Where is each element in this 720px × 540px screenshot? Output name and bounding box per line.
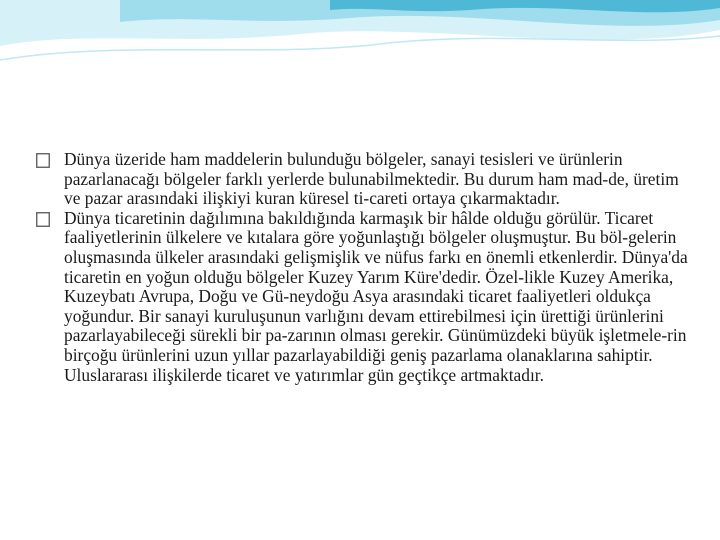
bullet-box-icon xyxy=(32,152,54,169)
bullet-text: Dünya üzeride ham maddelerin bulunduğu bölgeler, sanayi tesisleri ve ürünlerin pazarlanacağı bölgeler farklı yerlerde bulunabilmektedir. Bu durum ham mad-de, üretim ve pazar arasındaki ilişkiyi kuran küresel ti-careti ortaya çıkarmaktadır. xyxy=(64,149,679,209)
header-wave-decoration xyxy=(0,0,720,80)
bullet-box-icon xyxy=(32,211,54,228)
bullet-item xyxy=(32,150,696,209)
wave-line xyxy=(0,36,720,60)
bullet-list xyxy=(32,150,696,385)
bullet-item xyxy=(32,209,696,385)
bullet-text: Dünya ticaretinin dağılımına bakıldığında karmaşık bir hâlde olduğu görülür. Ticaret faaliyetlerinin ülkelere ve kıtalara göre yoğunlaştığı bölgeler oluşmuştur. Bu böl-gelerin oluşmasında ülkeler arasındaki gelişmişlik ve nüfus farkı en önemli etkenlerdir. Dünya'da ticaretin en yoğun olduğu bölgeler Kuzey Yarım Küre'dedir. Özel-likle Kuzey Amerika, Kuzeybatı Avrupa, Doğu ve Gü-neydoğu Asya arasındaki ticaret faaliyetleri oldukça yoğundur. Bir sanayi kuruluşunun varlığını devam ettirebilmesi için ürettiği ürünlerini pazarlayabileceği sürekli bir pa-zarının olması gerekir. Günümüzdeki büyük işletmele-rin birçoğu ürünlerini uzun yıllar pazarlayabildiği geniş pazarlama olanaklarına sahiptir. Uluslararası ilişkilerde ticaret ve yatırımlar gün geçtikçe artmaktadır. xyxy=(64,207,688,385)
